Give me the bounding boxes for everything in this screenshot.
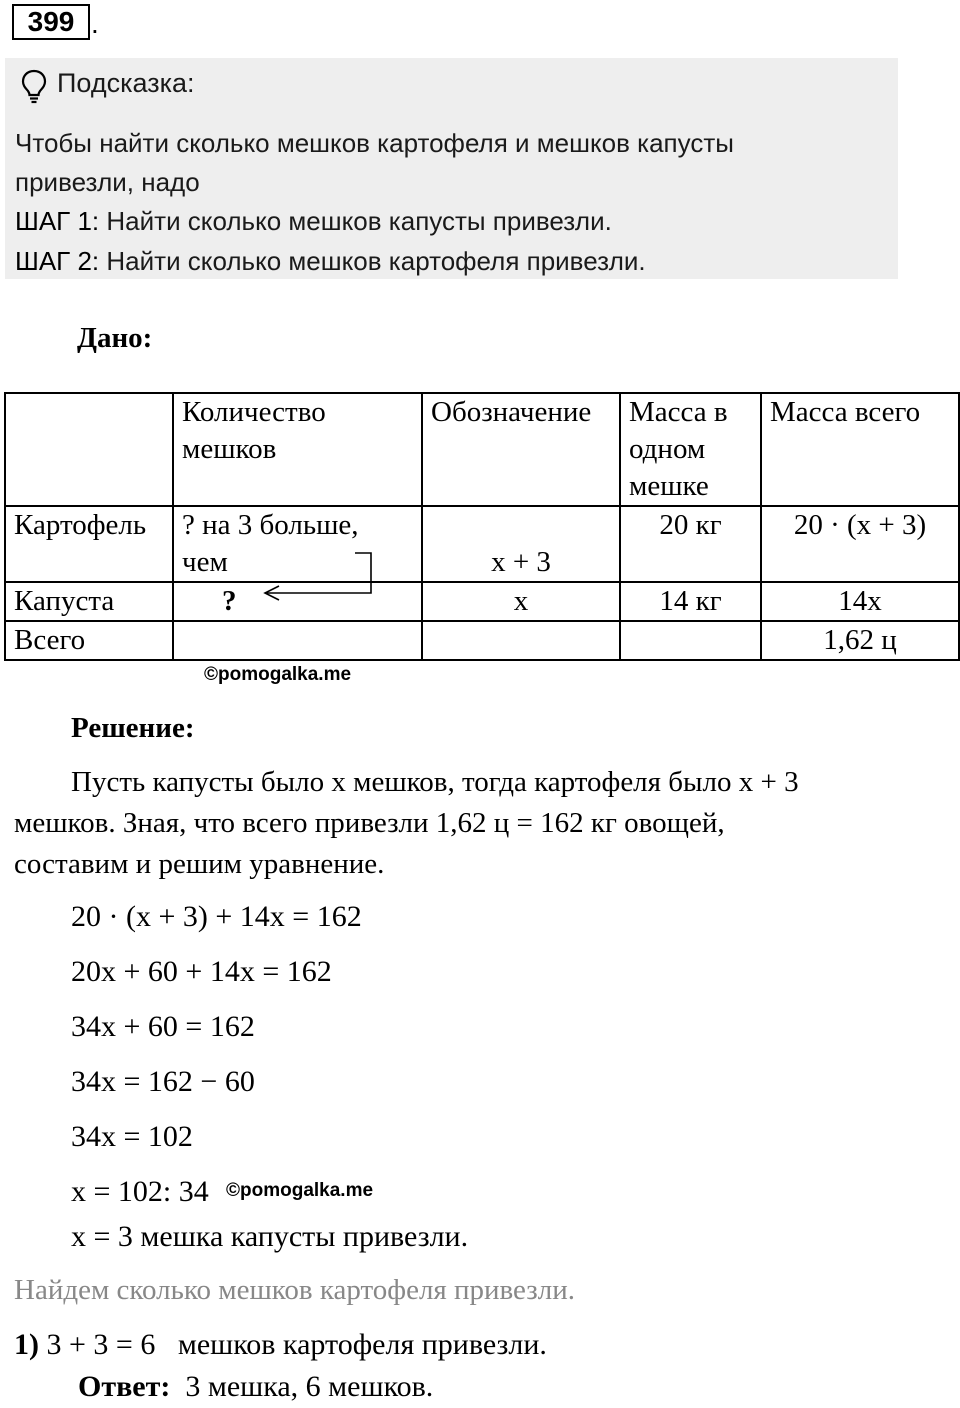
equation-line: 20x + 60 + 14x = 162 xyxy=(71,955,332,988)
given-table xyxy=(4,392,960,661)
solution-para-line-1: Пусть капусты было x мешков, тогда картофеля было x + 3 xyxy=(71,766,799,798)
hint-step-1-text: Найти сколько мешков капусты привезли. xyxy=(99,206,612,236)
answer-text: 3 мешка, 6 мешков. xyxy=(185,1370,434,1403)
header-cell-mass-one: Масса в одном мешке xyxy=(620,393,761,506)
hint-intro-line-2: привезли, надо xyxy=(15,167,200,197)
hint-title: Подсказка: xyxy=(57,68,195,98)
equation-line: 34x = 162 − 60 xyxy=(71,1065,255,1098)
watermark: ©pomogalka.me xyxy=(226,1180,374,1201)
header-cell-mass-total: Масса всего xyxy=(761,393,959,506)
answer-line xyxy=(78,1370,433,1404)
row-symbol-cabbage: x xyxy=(422,582,620,621)
hint-step-2-label: ШАГ 2: xyxy=(15,246,100,276)
equation-line: x = 102: 34 xyxy=(71,1175,209,1208)
row-symbol-potato: x + 3 xyxy=(422,506,620,582)
row-mass-one-total xyxy=(620,621,761,660)
table-row xyxy=(5,582,959,621)
answer-label: Ответ: xyxy=(78,1370,171,1403)
row-qty-total xyxy=(173,621,422,660)
step-1-line xyxy=(14,1328,547,1362)
table-row xyxy=(5,506,959,582)
given-label: Дано: xyxy=(77,322,153,354)
lightbulb-icon xyxy=(19,68,49,104)
hint-intro-line-1: Чтобы найти сколько мешков картофеля и мешков капусты xyxy=(15,128,734,158)
table-row xyxy=(5,621,959,660)
equation-line: 34x = 102 xyxy=(71,1120,193,1153)
hint-step-1-label: ШАГ 1: xyxy=(15,206,100,236)
equation-line: 20 · (x + 3) + 14x = 162 xyxy=(71,900,362,933)
solution-label: Решение: xyxy=(71,712,195,744)
table-header-row xyxy=(5,393,959,506)
hint-step-1 xyxy=(15,206,612,237)
step-1-text: мешков картофеля привезли. xyxy=(177,1328,547,1361)
qty-cabbage-question: ? xyxy=(222,585,237,617)
row-name-potato: Картофель xyxy=(5,506,173,582)
header-cell-symbol: Обозначение xyxy=(422,393,620,506)
solution-para-line-2: мешков. Зная, что всего привезли 1,62 ц = 162 кг овощей, xyxy=(14,807,725,839)
next-step-text: Найдем сколько мешков картофеля привезли. xyxy=(14,1274,575,1306)
task-number-dot: . xyxy=(91,8,99,39)
hint-box xyxy=(5,58,898,279)
row-mass-one-cabbage: 14 кг xyxy=(620,582,761,621)
hint-step-2-text: Найти сколько мешков картофеля привезли. xyxy=(99,246,646,276)
row-symbol-total xyxy=(422,621,620,660)
solution-para-line-3: составим и решим уравнение. xyxy=(14,848,385,880)
step-1-expression: 3 + 3 = 6 xyxy=(46,1328,156,1361)
row-name-total: Всего xyxy=(5,621,173,660)
watermark: ©pomogalka.me xyxy=(204,664,352,685)
equation-line: x = 3 мешка капусты привезли. xyxy=(71,1220,469,1253)
row-mass-one-potato: 20 кг xyxy=(620,506,761,582)
hint-step-2 xyxy=(15,246,646,277)
header-cell-empty xyxy=(5,393,173,506)
task-number: 399 xyxy=(12,4,90,40)
row-name-cabbage: Капуста xyxy=(5,582,173,621)
step-1-number: 1) xyxy=(14,1328,39,1361)
row-mass-total-potato: 20 · (x + 3) xyxy=(761,506,959,582)
equation-line: 34x + 60 = 162 xyxy=(71,1010,255,1043)
header-cell-quantity: Количество мешков xyxy=(173,393,422,506)
row-mass-total-total: 1,62 ц xyxy=(761,621,959,660)
qty-potato-line-1: ? на 3 больше, xyxy=(182,509,359,541)
comparison-arrow-icon xyxy=(255,545,380,607)
qty-potato-line-2: чем xyxy=(182,546,228,578)
row-mass-total-cabbage: 14x xyxy=(761,582,959,621)
